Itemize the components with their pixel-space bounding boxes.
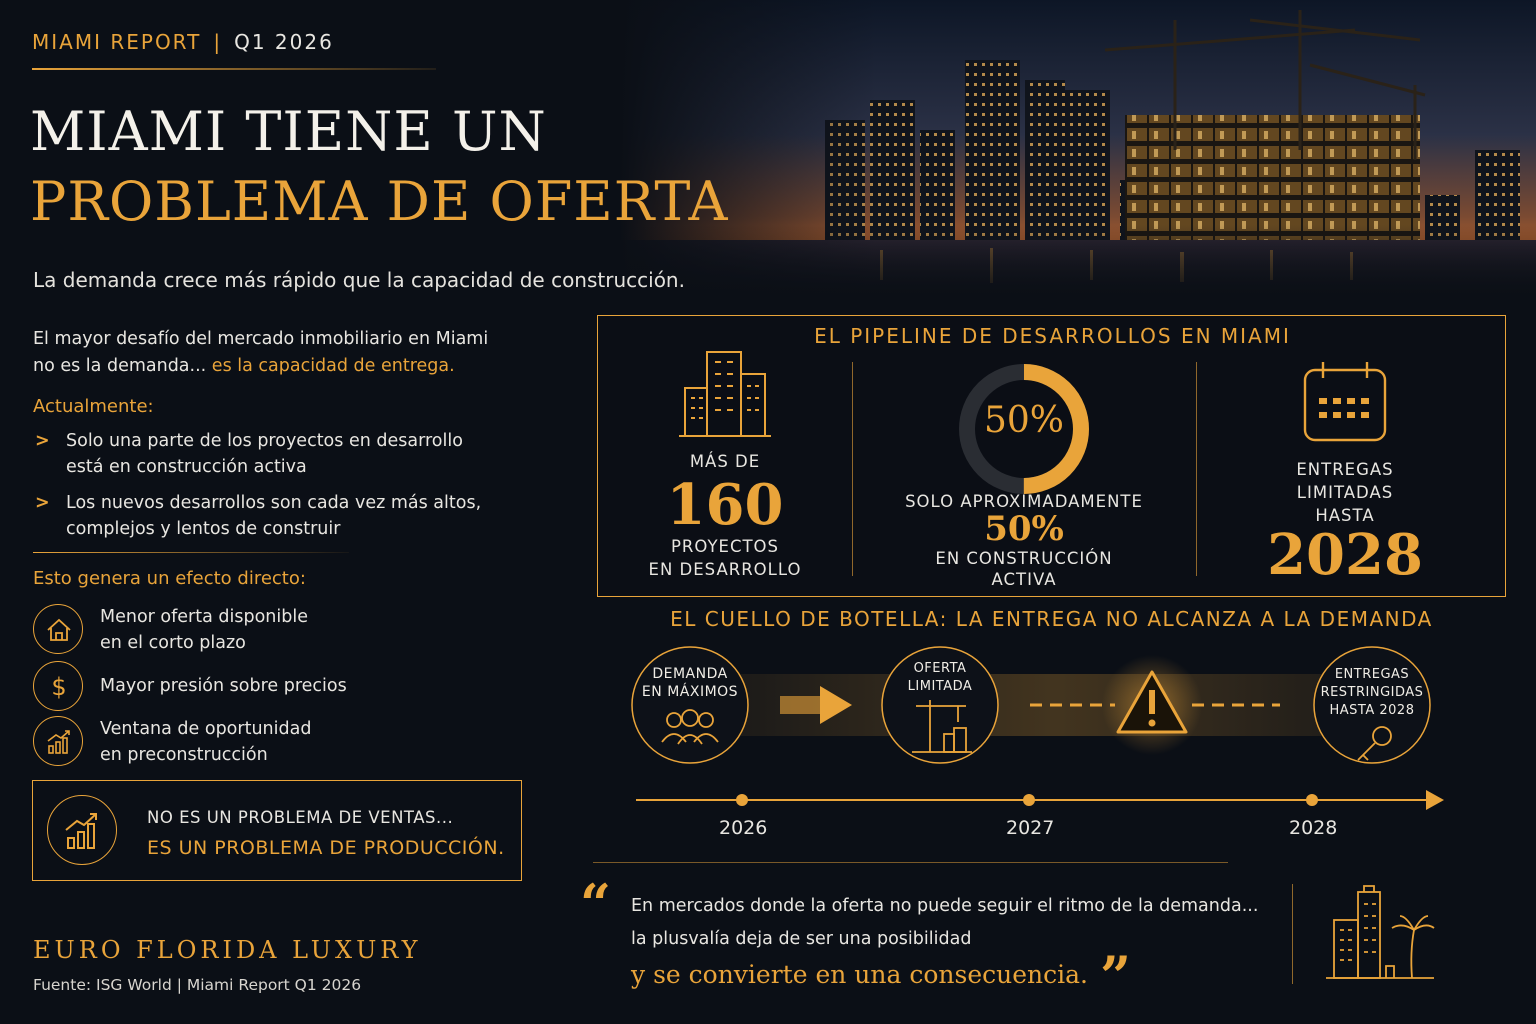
- effect-line: en preconstrucción: [100, 745, 268, 765]
- report-period: Q1 2026: [234, 30, 334, 54]
- header-divider: [32, 68, 436, 70]
- intro-highlight: es la capacidad de entrega.: [211, 356, 455, 376]
- quote-line-1: En mercados donde la oferta no puede seguir el ritmo de la demanda...: [631, 896, 1259, 916]
- callout-line-1: NO ES UN PROBLEMA DE VENTAS...: [147, 808, 454, 827]
- column-divider: [1196, 362, 1197, 576]
- city-palm-icon: [1322, 882, 1438, 982]
- intro-line-1: El mayor desafío del mercado inmobiliario en Miami: [33, 329, 489, 349]
- title-line-2: PROBLEMA DE OFERTA: [30, 170, 729, 233]
- bottleneck-title: EL CUELLO DE BOTELLA: LA ENTREGA NO ALCANZA A LA DEMANDA: [670, 607, 1433, 631]
- node-label-line: RESTRINGIDAS: [1320, 685, 1424, 700]
- node-label-line: LIMITADA: [907, 679, 973, 694]
- title-line-1: MIAMI TIENE UN: [30, 100, 547, 163]
- dollar-icon: [33, 661, 83, 711]
- report-header: [32, 30, 334, 54]
- growth-chart-icon: [47, 795, 117, 865]
- timeline-dot: [736, 794, 748, 806]
- projects-post-2: EN DESARROLLO: [648, 560, 802, 579]
- svg-text:$: $: [51, 673, 67, 701]
- quote-line-3: y se convierte en una consecuencia.: [631, 960, 1088, 989]
- list-item: [33, 428, 553, 480]
- timeline-arrow-icon: [1426, 790, 1444, 810]
- effect-item: [33, 604, 553, 656]
- timeline-year: 2026: [719, 817, 768, 839]
- house-icon: [33, 604, 83, 654]
- quote-side-divider: [1292, 884, 1293, 984]
- construction-post-2: ACTIVA: [991, 570, 1057, 589]
- deliveries-pre-1: ENTREGAS: [1296, 460, 1394, 479]
- chevron-right-icon: >: [35, 431, 50, 451]
- node-label-line: HASTA 2028: [1329, 703, 1415, 718]
- close-quote-icon: ”: [1100, 944, 1132, 1008]
- ring-label: 50%: [983, 400, 1064, 441]
- bullet-line: Los nuevos desarrollos son cada vez más altos,: [66, 493, 482, 513]
- node-label: [882, 660, 998, 696]
- effect-line: Mayor presión sobre precios: [100, 676, 347, 696]
- bullet-line: complejos y lentos de construir: [66, 519, 341, 539]
- calendar-icon: [1301, 360, 1389, 444]
- construction-value: 50%: [984, 509, 1064, 549]
- skyline-image: [620, 0, 1536, 300]
- projects-value: 160: [666, 472, 784, 538]
- effect-line: en el corto plazo: [100, 633, 246, 653]
- timeline-year: 2028: [1289, 817, 1338, 839]
- effect-item: [33, 661, 553, 713]
- quote-line-2: la plusvalía deja de ser una posibilidad: [631, 929, 972, 949]
- section-divider: [33, 552, 349, 553]
- deliveries-pre-2: LIMITADAS: [1296, 483, 1394, 502]
- list-item: [33, 490, 553, 542]
- currently-list: [33, 428, 553, 552]
- callout-line-2: ES UN PROBLEMA DE PRODUCCIÓN.: [147, 837, 505, 859]
- bullet-line: está en construcción activa: [66, 457, 307, 477]
- chevron-right-icon: >: [35, 493, 50, 513]
- header-separator: |: [213, 30, 223, 54]
- brand-name: EURO FLORIDA LUXURY: [33, 936, 422, 964]
- report-name: MIAMI REPORT: [32, 30, 202, 54]
- subtitle: La demanda crece más rápido que la capacidad de construcción.: [33, 268, 685, 292]
- intro-line-2: no es la demanda...: [33, 356, 207, 376]
- projects-pre: MÁS DE: [689, 452, 761, 471]
- growth-chart-icon: [33, 716, 83, 766]
- callout-box: [32, 780, 522, 881]
- construction-pre: SOLO APROXIMADAMENTE: [905, 492, 1143, 511]
- source-note: Fuente: ISG World | Miami Report Q1 2026: [33, 976, 362, 994]
- node-label-line: EN MÁXIMOS: [641, 684, 739, 700]
- effect-line: Ventana de oportunidad: [100, 719, 312, 739]
- effect-item: [33, 716, 553, 768]
- pipeline-panel: [597, 315, 1506, 597]
- node-label-line: OFERTA: [913, 661, 967, 676]
- effect-line: Menor oferta disponible: [100, 607, 308, 627]
- bullet-line: Solo una parte de los proyectos en desarrollo: [66, 431, 463, 451]
- timeline-year: 2027: [1006, 817, 1055, 839]
- deliveries-value: 2028: [1267, 522, 1423, 588]
- deliveries-pre-3: HASTA: [1315, 506, 1375, 525]
- construction-post-1: EN CONSTRUCCIÓN: [935, 549, 1113, 568]
- timeline-dot: [1306, 794, 1318, 806]
- node-label: [632, 665, 748, 701]
- pipeline-title: EL PIPELINE DE DESARROLLOS EN MIAMI: [814, 324, 1291, 348]
- effects-label: Esto genera un efecto directo:: [33, 568, 306, 589]
- projects-post-1: PROYECTOS: [670, 537, 780, 556]
- intro-text: [33, 326, 533, 380]
- timeline-dot: [1023, 794, 1035, 806]
- buildings-icon: [675, 346, 775, 438]
- column-divider: [852, 362, 853, 576]
- node-label-line: DEMANDA: [652, 666, 728, 682]
- quote-divider: [593, 862, 1228, 863]
- open-quote-icon: “: [580, 872, 612, 936]
- currently-label: Actualmente:: [33, 396, 154, 417]
- node-label-line: ENTREGAS: [1334, 667, 1410, 682]
- node-label: [1302, 666, 1442, 720]
